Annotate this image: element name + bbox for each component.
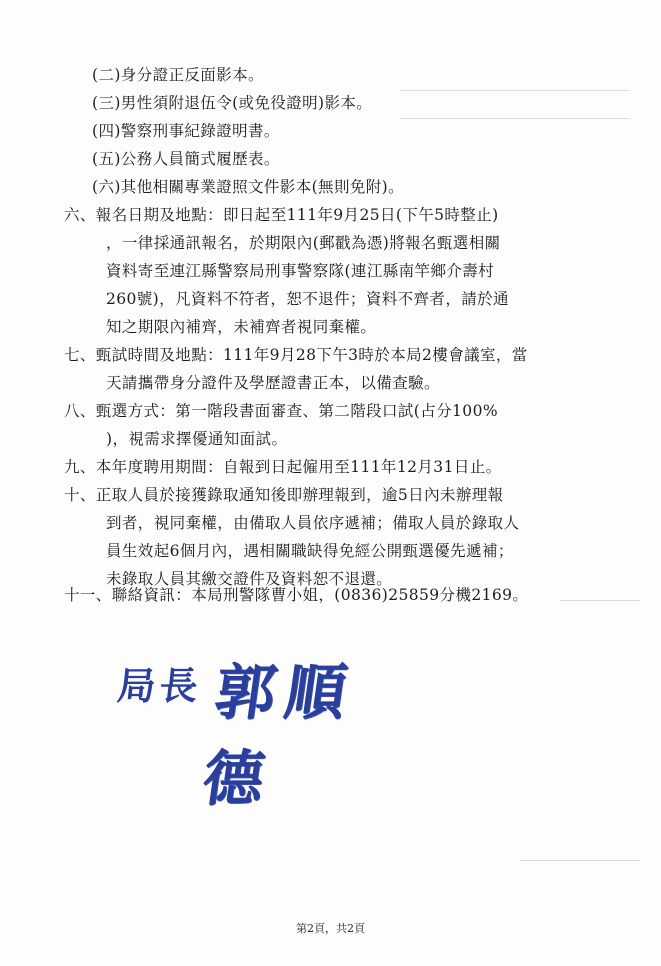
section-line: 到者，視同棄權，由備取人員依序遞補；備取人員於錄取人 — [106, 514, 520, 532]
section-line: 九、本年度聘用期間：自報到日起僱用至111年12月31日止。 — [64, 458, 502, 476]
section-line: 十、正取人員於接獲錄取通知後即辦理報到，逾5日內未辦理報 — [64, 486, 504, 504]
section-line: 未錄取人員其繳交證件及資料恕不退還。 — [106, 570, 393, 588]
section-line: )，視需求擇優通知面試。 — [106, 430, 288, 448]
sub-item: (四)警察刑事紀錄證明書。 — [92, 122, 280, 140]
section-line: 十一、聯絡資訊：本局刑警隊曹小姐，(0836)25859分機2169。 — [64, 586, 529, 604]
director-signature-stamp — [115, 645, 418, 814]
signature-title: 局長 — [115, 663, 205, 708]
section-line: ，一律採通訊報名，於期限內(郵戳為憑)將報名甄選相關 — [106, 234, 501, 252]
bleed-line — [400, 118, 630, 119]
section-line: 八、甄選方式：第一階段書面審查、第二階段口試(占分100% — [64, 402, 498, 420]
bleed-line — [520, 860, 640, 861]
section-line: 資料寄至連江縣警察局刑事警察隊(連江縣南竿鄉介壽村 — [106, 262, 495, 280]
section-line: 天請攜帶身分證件及學歷證書正本，以備查驗。 — [106, 374, 440, 392]
sub-item: (五)公務人員簡式履歷表。 — [92, 150, 280, 168]
section-line: 260號)，凡資料不符者，恕不退件；資料不齊者，請於通 — [106, 290, 509, 308]
sub-item: (六)其他相關專業證照文件影本(無則免附)。 — [92, 178, 404, 196]
section-line: 七、甄試時間及地點：111年9月28下午3時於本局2樓會議室，當 — [64, 346, 528, 364]
sub-item: (二)身分證正反面影本。 — [92, 66, 264, 84]
signature-name: 郭順德 — [198, 658, 361, 814]
section-line: 六、報名日期及地點：即日起至111年9月25日(下午5時整止) — [64, 206, 499, 224]
sub-item: (三)男性須附退伍令(或免役證明)影本。 — [92, 94, 373, 112]
bleed-line — [560, 600, 640, 601]
section-line: 知之期限內補齊，未補齊者視同棄權。 — [106, 318, 377, 336]
page-number: 第2頁，共2頁 — [296, 922, 365, 935]
bleed-line — [400, 90, 630, 91]
section-line: 員生效起6個月內，遇相關職缺得免經公開甄選優先遞補； — [106, 542, 514, 560]
